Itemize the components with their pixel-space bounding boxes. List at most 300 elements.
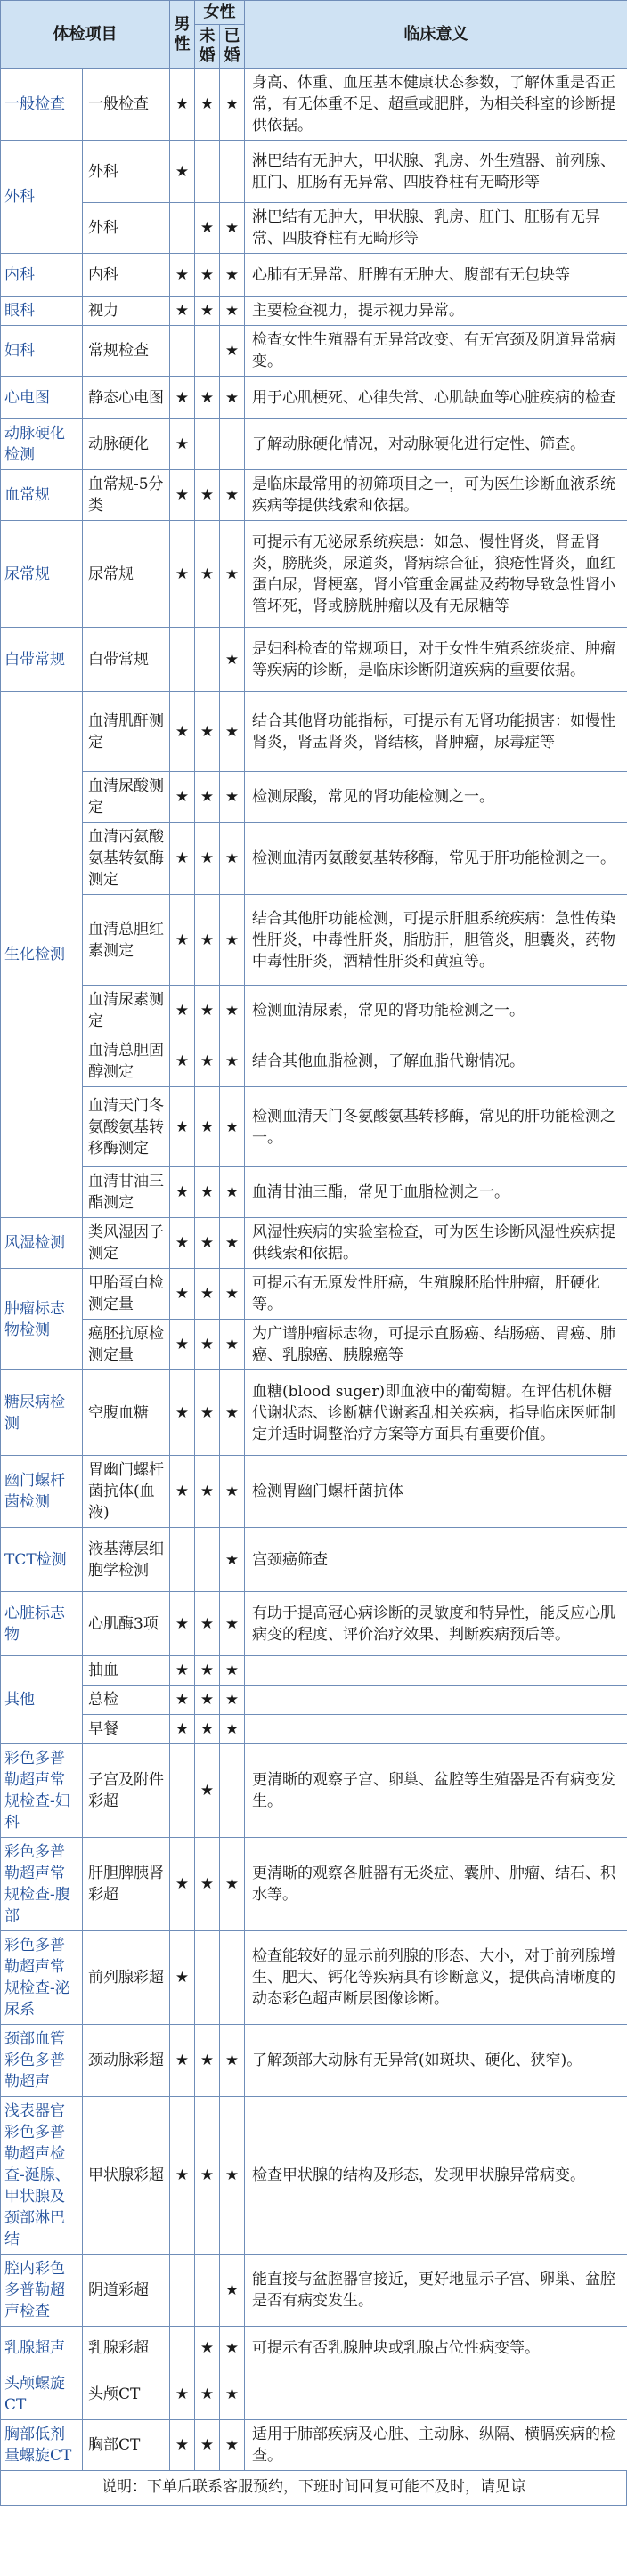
married-mark-cell <box>220 1656 245 1686</box>
star-icon: ★ <box>224 486 240 504</box>
unmarried-mark-cell <box>195 692 220 772</box>
category-cell: 糖尿病检测 <box>1 1370 83 1456</box>
married-mark-cell <box>220 1370 245 1456</box>
unmarried-mark-cell <box>195 1931 220 2025</box>
star-icon: ★ <box>224 265 240 284</box>
star-icon: ★ <box>175 1403 190 1422</box>
star-icon: ★ <box>200 1002 215 1020</box>
star-icon: ★ <box>224 1336 240 1353</box>
star-icon: ★ <box>200 1183 215 1201</box>
male-mark-cell <box>170 1456 195 1528</box>
male-mark-cell <box>170 419 195 470</box>
star-icon: ★ <box>175 849 190 867</box>
category-cell: 风湿检测 <box>1 1218 83 1269</box>
item-cell: 早餐 <box>83 1715 170 1744</box>
star-icon: ★ <box>200 486 215 504</box>
significance-cell <box>245 2369 627 2420</box>
married-mark-cell <box>220 2025 245 2097</box>
married-mark-cell <box>220 326 245 377</box>
star-icon: ★ <box>200 2385 215 2403</box>
item-cell: 血清丙氨酸氨基转氨酶测定 <box>83 823 170 895</box>
star-icon: ★ <box>224 2385 240 2403</box>
footnote: 说明：下单后联系客服预约，下班时间回复可能不及时，请见谅 <box>0 2471 627 2506</box>
table-row <box>1 1218 627 1269</box>
table-row <box>1 521 627 628</box>
star-icon: ★ <box>200 1691 215 1709</box>
unmarried-mark-cell <box>195 377 220 419</box>
item-cell: 颈动脉彩超 <box>83 2025 170 2097</box>
star-icon: ★ <box>200 388 215 407</box>
married-mark-cell <box>220 1167 245 1218</box>
unmarried-mark-cell <box>195 1715 220 1744</box>
significance-cell: 心肺有无异常、肝脾有无肿大、腹部有无包块等 <box>245 254 627 297</box>
star-icon: ★ <box>200 1052 215 1070</box>
star-icon: ★ <box>175 1052 190 1070</box>
star-icon: ★ <box>200 1782 215 1800</box>
star-icon: ★ <box>175 930 190 949</box>
significance-cell: 用于心肌梗死、心律失常、心肌缺血等心脏疾病的检查 <box>245 377 627 419</box>
significance-cell: 结合其他肾功能指标，可提示有无肾功能损害：如慢性肾炎，肾盂肾炎，肾结核，肾肿瘤，尿毒症等 <box>245 692 627 772</box>
table-row <box>1 69 627 141</box>
unmarried-mark-cell <box>195 1744 220 1838</box>
unmarried-mark-cell <box>195 1656 220 1686</box>
star-icon: ★ <box>200 1614 215 1633</box>
table-row <box>1 1456 627 1528</box>
header-female: 女性 <box>195 1 245 25</box>
unmarried-mark-cell <box>195 1592 220 1656</box>
star-icon: ★ <box>200 2436 215 2454</box>
male-mark-cell <box>170 1686 195 1715</box>
significance-cell: 更清晰的观察子宫、卵巢、盆腔等生殖器是否有病变发生。 <box>245 1744 627 1838</box>
male-mark-cell <box>170 1528 195 1592</box>
significance-cell: 了解颈部大动脉有无异常(如斑块、硬化、狭窄)。 <box>245 2025 627 2097</box>
star-icon: ★ <box>224 388 240 407</box>
item-cell: 前列腺彩超 <box>83 1931 170 2025</box>
unmarried-mark-cell <box>195 521 220 628</box>
item-cell: 视力 <box>83 297 170 326</box>
table-row <box>1 1528 627 1592</box>
category-cell: TCT检测 <box>1 1528 83 1592</box>
unmarried-mark-cell <box>195 2025 220 2097</box>
star-icon: ★ <box>175 486 190 504</box>
star-icon: ★ <box>224 2281 240 2299</box>
married-mark-cell <box>220 1744 245 1838</box>
table-row <box>1 823 627 895</box>
header-significance: 临床意义 <box>245 1 627 69</box>
significance-cell: 可提示有否乳腺肿块或乳腺占位性病变等。 <box>245 2327 627 2369</box>
item-cell: 血清总胆红素测定 <box>83 895 170 986</box>
star-icon: ★ <box>175 1117 190 1136</box>
significance-cell: 了解动脉硬化情况，对动脉硬化进行定性、筛查。 <box>245 419 627 470</box>
category-cell: 妇科 <box>1 326 83 377</box>
male-mark-cell <box>170 2025 195 2097</box>
male-mark-cell <box>170 1167 195 1218</box>
category-cell: 幽门螺杆菌检测 <box>1 1456 83 1528</box>
married-mark-cell <box>220 823 245 895</box>
table-row <box>1 377 627 419</box>
married-mark-cell <box>220 2097 245 2255</box>
category-cell: 其他 <box>1 1656 83 1744</box>
significance-cell: 风湿性疾病的实验室检查，可为医生诊断风湿性疾病提供线索和依据。 <box>245 1218 627 1269</box>
star-icon: ★ <box>224 565 240 583</box>
table-row <box>1 2097 627 2255</box>
male-mark-cell <box>170 1592 195 1656</box>
male-mark-cell <box>170 1269 195 1320</box>
star-icon: ★ <box>200 1403 215 1422</box>
significance-cell: 检测胃幽门螺杆菌抗体 <box>245 1456 627 1528</box>
star-icon: ★ <box>200 1875 215 1893</box>
item-cell: 液基薄层细胞学检测 <box>83 1528 170 1592</box>
unmarried-mark-cell <box>195 2420 220 2471</box>
item-cell: 外科 <box>83 203 170 254</box>
significance-cell: 血糖(blood suger)即血液中的葡萄糖。在评估机体糖代谢状态、诊断糖代谢紊乱相关疾病，指导临床医师制定并适时调整治疗方案等方面具有重要价值。 <box>245 1370 627 1456</box>
significance-cell: 身高、体重、血压基本健康状态参数，了解体重是否正常，有无体重不足、超重或肥胖，为相关科室的诊断提供依据。 <box>245 69 627 141</box>
unmarried-mark-cell <box>195 1528 220 1592</box>
table-row <box>1 254 627 297</box>
star-icon: ★ <box>200 2052 215 2069</box>
item-cell: 动脉硬化 <box>83 419 170 470</box>
table-row <box>1 2369 627 2420</box>
star-icon: ★ <box>200 849 215 867</box>
star-icon: ★ <box>200 1117 215 1136</box>
star-icon: ★ <box>200 1336 215 1353</box>
married-mark-cell <box>220 895 245 986</box>
star-icon: ★ <box>175 1285 190 1303</box>
category-cell: 一般检查 <box>1 69 83 141</box>
married-mark-cell <box>220 69 245 141</box>
star-icon: ★ <box>224 1662 240 1679</box>
star-icon: ★ <box>224 1720 240 1738</box>
star-icon: ★ <box>175 1183 190 1201</box>
table-row <box>1 419 627 470</box>
category-cell: 彩色多普勒超声常规检查-妇科 <box>1 1744 83 1838</box>
star-icon: ★ <box>200 2338 215 2357</box>
male-mark-cell <box>170 326 195 377</box>
item-cell: 内科 <box>83 254 170 297</box>
unmarried-mark-cell <box>195 1269 220 1320</box>
married-mark-cell <box>220 1087 245 1167</box>
male-mark-cell <box>170 254 195 297</box>
table-row <box>1 141 627 203</box>
star-icon: ★ <box>175 1662 190 1679</box>
unmarried-mark-cell <box>195 986 220 1036</box>
significance-cell: 结合其他肝功能检测，可提示肝胆系统疾病：急性传染性肝炎，中毒性肝炎，脂肪肝，胆管炎，胆囊炎，药物中毒性肝炎，酒精性肝炎和黄疸等。 <box>245 895 627 986</box>
star-icon: ★ <box>224 788 240 806</box>
header-male: 男性 <box>170 1 195 69</box>
married-mark-cell <box>220 1320 245 1370</box>
star-icon: ★ <box>175 722 190 741</box>
married-mark-cell <box>220 2369 245 2420</box>
star-icon: ★ <box>224 930 240 949</box>
table-row <box>1 1370 627 1456</box>
item-cell: 头颅CT <box>83 2369 170 2420</box>
item-cell: 类风湿因子测定 <box>83 1218 170 1269</box>
married-mark-cell <box>220 772 245 823</box>
item-cell: 癌胚抗原检测定量 <box>83 1320 170 1370</box>
star-icon: ★ <box>224 1285 240 1303</box>
header-unmarried: 未婚 <box>195 25 220 69</box>
item-cell: 子宫及附件彩超 <box>83 1744 170 1838</box>
male-mark-cell <box>170 1036 195 1087</box>
unmarried-mark-cell <box>195 326 220 377</box>
star-icon: ★ <box>175 1483 190 1500</box>
male-mark-cell <box>170 1656 195 1686</box>
table-body <box>1 69 627 2471</box>
married-mark-cell <box>220 521 245 628</box>
category-cell: 胸部低剂量螺旋CT <box>1 2420 83 2471</box>
category-cell: 头颅螺旋CT <box>1 2369 83 2420</box>
header-married: 已婚 <box>220 25 245 69</box>
significance-cell: 检查甲状腺的结构及形态，发现甲状腺异常病变。 <box>245 2097 627 2255</box>
married-mark-cell <box>220 628 245 692</box>
unmarried-mark-cell <box>195 470 220 521</box>
unmarried-mark-cell <box>195 2097 220 2255</box>
married-mark-cell <box>220 254 245 297</box>
star-icon: ★ <box>175 2385 190 2403</box>
table-row <box>1 1744 627 1838</box>
star-icon: ★ <box>175 565 190 583</box>
item-cell: 阴道彩超 <box>83 2255 170 2327</box>
star-icon: ★ <box>224 1183 240 1201</box>
male-mark-cell <box>170 895 195 986</box>
item-cell: 一般检查 <box>83 69 170 141</box>
item-cell: 血清甘油三酯测定 <box>83 1167 170 1218</box>
star-icon: ★ <box>224 1550 240 1569</box>
married-mark-cell <box>220 1456 245 1528</box>
item-cell: 白带常规 <box>83 628 170 692</box>
married-mark-cell <box>220 297 245 326</box>
married-mark-cell <box>220 692 245 772</box>
significance-cell: 淋巴结有无肿大，甲状腺、乳房、肛门、肛肠有无异常、四肢脊柱有无畸形等 <box>245 203 627 254</box>
significance-cell: 检测尿酸，常见的肾功能检测之一。 <box>245 772 627 823</box>
star-icon: ★ <box>224 1483 240 1500</box>
item-cell: 外科 <box>83 141 170 203</box>
star-icon: ★ <box>224 1002 240 1020</box>
category-cell: 肿瘤标志物检测 <box>1 1269 83 1370</box>
star-icon: ★ <box>200 2166 215 2184</box>
table-row <box>1 772 627 823</box>
male-mark-cell <box>170 986 195 1036</box>
male-mark-cell <box>170 377 195 419</box>
table-row <box>1 297 627 326</box>
unmarried-mark-cell <box>195 1320 220 1370</box>
unmarried-mark-cell <box>195 1087 220 1167</box>
category-cell: 彩色多普勒超声常规检查-泌尿系 <box>1 1931 83 2025</box>
star-icon: ★ <box>224 650 240 669</box>
star-icon: ★ <box>224 1117 240 1136</box>
male-mark-cell <box>170 470 195 521</box>
male-mark-cell <box>170 1087 195 1167</box>
star-icon: ★ <box>200 1483 215 1500</box>
category-cell: 尿常规 <box>1 521 83 628</box>
category-cell: 乳腺超声 <box>1 2327 83 2369</box>
star-icon: ★ <box>224 722 240 741</box>
unmarried-mark-cell <box>195 1456 220 1528</box>
star-icon: ★ <box>175 2436 190 2454</box>
table-row <box>1 470 627 521</box>
star-icon: ★ <box>200 95 215 113</box>
married-mark-cell <box>220 1686 245 1715</box>
male-mark-cell <box>170 1931 195 2025</box>
header-category: 体检项目 <box>1 1 170 69</box>
married-mark-cell <box>220 470 245 521</box>
significance-cell: 能直接与盆腔器官接近，更好地显示子宫、卵巢、盆腔是否有病变发生。 <box>245 2255 627 2327</box>
male-mark-cell <box>170 203 195 254</box>
star-icon: ★ <box>224 849 240 867</box>
star-icon: ★ <box>175 1336 190 1353</box>
star-icon: ★ <box>200 1720 215 1738</box>
star-icon: ★ <box>224 342 240 360</box>
table-row <box>1 326 627 377</box>
table-row <box>1 1320 627 1370</box>
star-icon: ★ <box>200 722 215 741</box>
item-cell: 甲状腺彩超 <box>83 2097 170 2255</box>
table-row <box>1 2025 627 2097</box>
unmarried-mark-cell <box>195 1167 220 1218</box>
star-icon: ★ <box>175 1875 190 1893</box>
significance-cell: 淋巴结有无肿大，甲状腺、乳房、外生殖器、前列腺、肛门、肛肠有无异常、四肢脊柱有无畸形等 <box>245 141 627 203</box>
male-mark-cell <box>170 141 195 203</box>
item-cell: 静态心电图 <box>83 377 170 419</box>
category-cell: 心电图 <box>1 377 83 419</box>
item-cell: 肝胆脾胰肾彩超 <box>83 1838 170 1931</box>
star-icon: ★ <box>200 1662 215 1679</box>
unmarried-mark-cell <box>195 1686 220 1715</box>
star-icon: ★ <box>224 2166 240 2184</box>
star-icon: ★ <box>224 1691 240 1709</box>
table-row <box>1 2327 627 2369</box>
male-mark-cell <box>170 1715 195 1744</box>
star-icon: ★ <box>224 2436 240 2454</box>
category-cell: 心脏标志物 <box>1 1592 83 1656</box>
table-row <box>1 628 627 692</box>
star-icon: ★ <box>175 1614 190 1633</box>
table-row <box>1 1167 627 1218</box>
married-mark-cell <box>220 377 245 419</box>
table-row <box>1 1931 627 2025</box>
star-icon: ★ <box>224 2338 240 2357</box>
unmarried-mark-cell <box>195 2255 220 2327</box>
significance-cell: 检查女性生殖器有无异常改变、有无宫颈及阴道异常病变。 <box>245 326 627 377</box>
married-mark-cell <box>220 419 245 470</box>
category-cell: 彩色多普勒超声常规检查-腹部 <box>1 1838 83 1931</box>
table-row <box>1 2255 627 2327</box>
star-icon: ★ <box>175 265 190 284</box>
significance-cell: 为广谱肿瘤标志物，可提示直肠癌、结肠癌、胃癌、肺癌、乳腺癌、胰腺癌等 <box>245 1320 627 1370</box>
unmarried-mark-cell <box>195 1036 220 1087</box>
unmarried-mark-cell <box>195 69 220 141</box>
category-cell: 生化检测 <box>1 692 83 1218</box>
married-mark-cell <box>220 2420 245 2471</box>
unmarried-mark-cell <box>195 772 220 823</box>
unmarried-mark-cell <box>195 1370 220 1456</box>
significance-cell <box>245 1686 627 1715</box>
married-mark-cell <box>220 1036 245 1087</box>
star-icon: ★ <box>175 2166 190 2184</box>
married-mark-cell <box>220 1715 245 1744</box>
significance-cell: 有助于提高冠心病诊断的灵敏度和特异性，能反应心肌病变的程度、评价治疗效果、判断疾病预后等。 <box>245 1592 627 1656</box>
male-mark-cell <box>170 1370 195 1456</box>
male-mark-cell <box>170 692 195 772</box>
item-cell: 空腹血糖 <box>83 1370 170 1456</box>
male-mark-cell <box>170 1744 195 1838</box>
male-mark-cell <box>170 69 195 141</box>
married-mark-cell <box>220 1528 245 1592</box>
male-mark-cell <box>170 521 195 628</box>
star-icon: ★ <box>224 1614 240 1633</box>
star-icon: ★ <box>175 388 190 407</box>
significance-cell: 检测血清丙氨酸氨基转移酶，常见于肝功能检测之一。 <box>245 823 627 895</box>
item-cell: 乳腺彩超 <box>83 2327 170 2369</box>
item-cell: 血常规-5分类 <box>83 470 170 521</box>
table-row <box>1 1036 627 1087</box>
married-mark-cell <box>220 986 245 1036</box>
star-icon: ★ <box>175 1969 190 1987</box>
unmarried-mark-cell <box>195 628 220 692</box>
significance-cell <box>245 1715 627 1744</box>
star-icon: ★ <box>175 2052 190 2069</box>
star-icon: ★ <box>175 162 190 181</box>
married-mark-cell <box>220 1931 245 2025</box>
star-icon: ★ <box>224 1403 240 1422</box>
star-icon: ★ <box>224 302 240 320</box>
married-mark-cell <box>220 1218 245 1269</box>
significance-cell: 主要检查视力，提示视力异常。 <box>245 297 627 326</box>
star-icon: ★ <box>175 302 190 320</box>
married-mark-cell <box>220 2327 245 2369</box>
significance-cell: 是临床最常用的初筛项目之一，可为医生诊断血液系统疾病等提供线索和依据。 <box>245 470 627 521</box>
star-icon: ★ <box>224 1875 240 1893</box>
significance-cell: 宫颈癌筛查 <box>245 1528 627 1592</box>
star-icon: ★ <box>175 1691 190 1709</box>
category-cell: 血常规 <box>1 470 83 521</box>
category-cell: 浅表器官彩色多普勒超声检查-涎腺、甲状腺及颈部淋巴结 <box>1 2097 83 2255</box>
married-mark-cell <box>220 203 245 254</box>
significance-cell: 检测血清天门冬氨酸氨基转移酶，常见的肝功能检测之一。 <box>245 1087 627 1167</box>
table-row <box>1 986 627 1036</box>
star-icon: ★ <box>175 1720 190 1738</box>
married-mark-cell <box>220 1592 245 1656</box>
category-cell: 眼科 <box>1 297 83 326</box>
category-cell: 内科 <box>1 254 83 297</box>
star-icon: ★ <box>200 930 215 949</box>
item-cell: 尿常规 <box>83 521 170 628</box>
male-mark-cell <box>170 2420 195 2471</box>
item-cell: 抽血 <box>83 1656 170 1686</box>
male-mark-cell <box>170 2255 195 2327</box>
item-cell: 甲胎蛋白检测定量 <box>83 1269 170 1320</box>
table-row <box>1 1686 627 1715</box>
table-row <box>1 692 627 772</box>
unmarried-mark-cell <box>195 203 220 254</box>
significance-cell: 结合其他血脂检测，了解血脂代谢情况。 <box>245 1036 627 1087</box>
item-cell: 胃幽门螺杆菌抗体(血液) <box>83 1456 170 1528</box>
significance-cell: 适用于肺部疾病及心脏、主动脉、纵隔、横膈疾病的检查。 <box>245 2420 627 2471</box>
table-row <box>1 1715 627 1744</box>
male-mark-cell <box>170 628 195 692</box>
item-cell: 血清天门冬氨酸氨基转移酶测定 <box>83 1087 170 1167</box>
star-icon: ★ <box>200 265 215 284</box>
unmarried-mark-cell <box>195 2369 220 2420</box>
table-row <box>1 203 627 254</box>
male-mark-cell <box>170 2327 195 2369</box>
married-mark-cell <box>220 1838 245 1931</box>
unmarried-mark-cell <box>195 1838 220 1931</box>
star-icon: ★ <box>224 219 240 237</box>
category-cell: 动脉硬化检测 <box>1 419 83 470</box>
male-mark-cell <box>170 297 195 326</box>
significance-cell: 可提示有无原发性肝癌，生殖腺胚胎性肿瘤，肝硬化等。 <box>245 1269 627 1320</box>
